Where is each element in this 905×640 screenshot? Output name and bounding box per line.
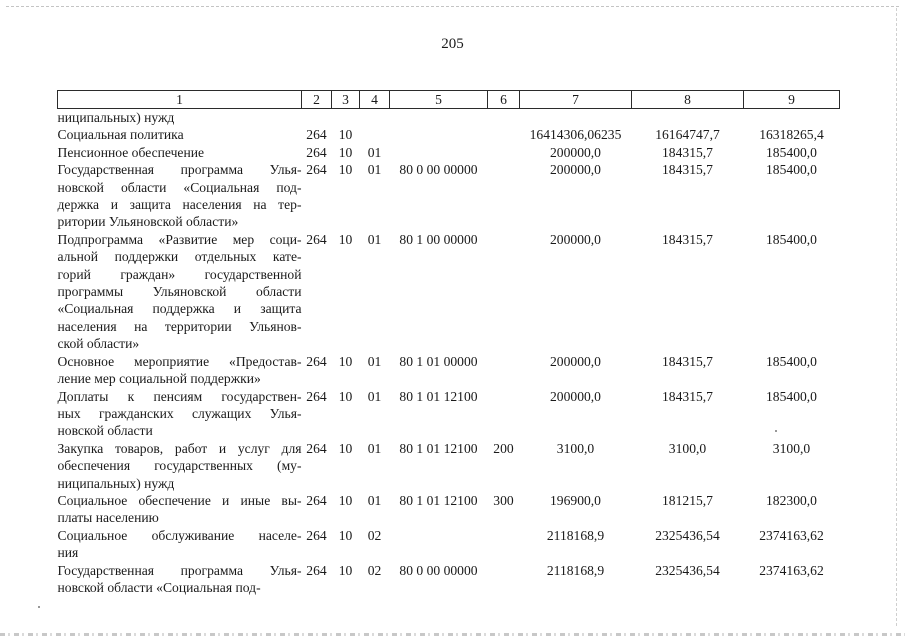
subsection-code-cell bbox=[360, 126, 390, 143]
amount-col9-cell: 2374163,62 bbox=[759, 562, 824, 578]
section-code-cell: 10 bbox=[338, 353, 353, 369]
admin-code-cell: 264 bbox=[306, 231, 327, 247]
amount-col9-cell: 185400,0 bbox=[766, 353, 817, 369]
scan-border-right bbox=[896, 8, 897, 626]
item-name-cell bbox=[58, 527, 302, 562]
table-row bbox=[58, 527, 840, 562]
item-name-cell bbox=[58, 353, 302, 388]
expense-type-cell: 200 bbox=[493, 440, 514, 456]
item-name-line: ниципальных) нужд bbox=[57, 110, 175, 125]
amount-col7-cell: 3100,0 bbox=[556, 440, 595, 456]
subsection-code-cell: 02 bbox=[367, 562, 382, 578]
expense-type-cell bbox=[488, 388, 520, 440]
amount-col8-cell: 2325436,54 bbox=[655, 527, 720, 543]
item-name-line: Основное мероприятие «Предостав- bbox=[57, 353, 302, 369]
expense-type-cell bbox=[488, 144, 520, 161]
amount-col9-cell: 185400,0 bbox=[766, 144, 817, 160]
target-article-cell: 80 0 00 00000 bbox=[399, 162, 478, 178]
table-row bbox=[58, 562, 840, 597]
item-name-line: платы населению bbox=[57, 510, 159, 526]
item-name-cell bbox=[58, 492, 302, 527]
header-cell-7: 7 bbox=[520, 91, 632, 109]
amount-col7-cell: 200000,0 bbox=[550, 144, 601, 160]
table-row bbox=[58, 231, 840, 353]
expense-type-cell bbox=[488, 161, 520, 231]
amount-col8-cell: 16164747,7 bbox=[655, 127, 720, 143]
page-number: 205 bbox=[441, 36, 464, 52]
amount-col7-cell: 2118168,9 bbox=[546, 562, 605, 578]
item-name-cell bbox=[58, 562, 302, 597]
subsection-code-cell: 01 bbox=[367, 388, 382, 404]
table-row bbox=[58, 144, 840, 161]
admin-code-cell: 264 bbox=[306, 492, 327, 508]
target-article-cell bbox=[390, 144, 488, 161]
item-name-cell bbox=[58, 144, 302, 161]
amount-col8-cell: 184315,7 bbox=[662, 162, 713, 178]
target-article-cell bbox=[390, 109, 488, 127]
admin-code-cell bbox=[302, 109, 332, 127]
amount-col7-cell: 200000,0 bbox=[550, 231, 601, 247]
amount-col7-cell: 200000,0 bbox=[550, 353, 601, 369]
header-cell-3: 3 bbox=[332, 91, 360, 109]
item-name-line: новской области «Социальная под- bbox=[57, 579, 261, 595]
section-code-cell: 10 bbox=[338, 144, 353, 160]
header-cell-2: 2 bbox=[302, 91, 332, 109]
amount-col8-cell: 184315,7 bbox=[662, 231, 713, 247]
section-code-cell bbox=[332, 109, 360, 127]
item-name-line: Государственная программа Улья- bbox=[57, 162, 302, 178]
header-cell-9: 9 bbox=[744, 91, 840, 109]
header-cell-8: 8 bbox=[632, 91, 744, 109]
item-name-line: Социальная политика bbox=[57, 127, 184, 143]
item-name-cell bbox=[58, 161, 302, 231]
item-name-line: программы Ульяновской области bbox=[57, 284, 302, 300]
target-article-cell: 80 0 00 00000 bbox=[399, 562, 478, 578]
table-row bbox=[58, 492, 840, 527]
amount-col8-cell bbox=[632, 109, 744, 127]
amount-col8-cell: 181215,7 bbox=[662, 492, 713, 508]
amount-col9-cell: 185400,0 bbox=[766, 231, 817, 247]
item-name-line: «Социальная поддержка и защита bbox=[57, 301, 302, 317]
target-article-cell bbox=[390, 126, 488, 143]
expense-type-cell bbox=[488, 353, 520, 388]
subsection-code-cell: 01 bbox=[367, 231, 382, 247]
admin-code-cell: 264 bbox=[306, 440, 327, 456]
section-code-cell: 10 bbox=[338, 231, 353, 247]
item-name-line: Доплаты к пенсиям государствен- bbox=[57, 388, 302, 404]
item-name-cell bbox=[58, 231, 302, 353]
amount-col9-cell: 182300,0 bbox=[766, 492, 817, 508]
item-name-line: населения на территории Ульянов- bbox=[57, 318, 302, 334]
item-name-line: ской области» bbox=[57, 336, 140, 352]
admin-code-cell: 264 bbox=[306, 144, 327, 160]
admin-code-cell: 264 bbox=[306, 562, 327, 578]
header-cell-1: 1 bbox=[58, 91, 302, 109]
section-code-cell: 10 bbox=[338, 562, 353, 578]
amount-col9-cell bbox=[744, 109, 840, 127]
item-name-line: Закупка товаров, работ и услуг для bbox=[57, 440, 302, 456]
item-name-line: Социальное обслуживание населе- bbox=[57, 527, 302, 543]
item-name-line: ния bbox=[57, 545, 79, 561]
admin-code-cell: 264 bbox=[306, 527, 327, 543]
section-code-cell: 10 bbox=[338, 388, 353, 404]
admin-code-cell: 264 bbox=[306, 353, 327, 369]
scan-noise-bottom bbox=[0, 633, 905, 636]
subsection-code-cell: 01 bbox=[367, 492, 382, 508]
target-article-cell: 80 1 01 12100 bbox=[399, 388, 478, 404]
amount-col9-cell: 16318265,4 bbox=[759, 127, 824, 143]
expense-type-cell bbox=[488, 527, 520, 562]
amount-col7-cell: 16414306,06235 bbox=[529, 127, 622, 143]
section-code-cell: 10 bbox=[338, 440, 353, 456]
amount-col8-cell: 2325436,54 bbox=[655, 562, 720, 578]
item-name-line: Подпрограмма «Развитие мер соци- bbox=[57, 231, 302, 247]
item-name-line: ритории Ульяновской области» bbox=[57, 214, 239, 230]
amount-col8-cell: 3100,0 bbox=[668, 440, 707, 456]
amount-col7-cell: 200000,0 bbox=[550, 162, 601, 178]
section-code-cell: 10 bbox=[338, 127, 353, 143]
expense-type-cell bbox=[488, 126, 520, 143]
scan-border-top bbox=[6, 6, 899, 7]
scan-speck bbox=[38, 606, 40, 608]
budget-table bbox=[57, 90, 840, 596]
section-code-cell: 10 bbox=[338, 162, 353, 178]
expense-type-cell bbox=[488, 562, 520, 597]
subsection-code-cell: 02 bbox=[367, 527, 382, 543]
amount-col7-cell: 196900,0 bbox=[550, 492, 601, 508]
section-code-cell: 10 bbox=[338, 527, 353, 543]
amount-col9-cell: 2374163,62 bbox=[759, 527, 824, 543]
target-article-cell: 80 1 01 12100 bbox=[399, 492, 478, 508]
target-article-cell bbox=[390, 527, 488, 562]
header-cell-6: 6 bbox=[488, 91, 520, 109]
item-name-line: новской области «Социальная под- bbox=[57, 179, 302, 195]
admin-code-cell: 264 bbox=[306, 388, 327, 404]
section-code-cell: 10 bbox=[338, 492, 353, 508]
item-name-line: Государственная программа Улья- bbox=[57, 562, 302, 578]
header-cell-5: 5 bbox=[390, 91, 488, 109]
subsection-code-cell bbox=[360, 109, 390, 127]
item-name-line: держка и защита населения на тер- bbox=[57, 197, 302, 213]
expense-type-cell: 300 bbox=[493, 492, 514, 508]
item-name-cell bbox=[58, 388, 302, 440]
table-header-row bbox=[58, 91, 840, 109]
item-name-cell bbox=[58, 126, 302, 143]
item-name-line: горий граждан» государственной bbox=[57, 266, 302, 282]
target-article-cell: 80 1 00 00000 bbox=[399, 231, 478, 247]
subsection-code-cell: 01 bbox=[367, 144, 382, 160]
table-row bbox=[58, 126, 840, 143]
amount-col8-cell: 184315,7 bbox=[662, 388, 713, 404]
amount-col9-cell: 185400,0 bbox=[766, 162, 817, 178]
amount-col7-cell: 200000,0 bbox=[550, 388, 601, 404]
item-name-line: ных гражданских служащих Улья- bbox=[57, 405, 302, 421]
table-row bbox=[58, 161, 840, 231]
item-name-cell bbox=[58, 440, 302, 492]
item-name-line: ниципальных) нужд bbox=[57, 475, 175, 491]
admin-code-cell: 264 bbox=[306, 162, 327, 178]
amount-col9-cell: 3100,0 bbox=[772, 440, 811, 456]
subsection-code-cell: 01 bbox=[367, 353, 382, 369]
item-name-cell bbox=[58, 109, 302, 127]
subsection-code-cell: 01 bbox=[367, 162, 382, 178]
amount-col7-cell: 2118168,9 bbox=[546, 527, 605, 543]
expense-type-cell bbox=[488, 231, 520, 353]
table-row bbox=[58, 109, 840, 127]
item-name-line: Пенсионное обеспечение bbox=[57, 144, 205, 160]
header-cell-4: 4 bbox=[360, 91, 390, 109]
amount-col8-cell: 184315,7 bbox=[662, 353, 713, 369]
amount-col8-cell: 184315,7 bbox=[662, 144, 713, 160]
item-name-line: альной поддержки отдельных кате- bbox=[57, 249, 302, 265]
target-article-cell: 80 1 01 12100 bbox=[399, 440, 478, 456]
table-row bbox=[58, 440, 840, 492]
table-row bbox=[58, 388, 840, 440]
admin-code-cell: 264 bbox=[306, 127, 327, 143]
table-body bbox=[58, 109, 840, 597]
item-name-line: обеспечения государственных (му- bbox=[57, 458, 302, 474]
amount-col7-cell bbox=[520, 109, 632, 127]
item-name-line: ление мер социальной поддержки» bbox=[57, 371, 261, 387]
expense-type-cell bbox=[488, 109, 520, 127]
item-name-line: новской области bbox=[57, 423, 153, 439]
table-row bbox=[58, 353, 840, 388]
amount-col9-cell: 185400,0 bbox=[766, 388, 817, 404]
subsection-code-cell: 01 bbox=[367, 440, 382, 456]
item-name-line: Социальное обеспечение и иные вы- bbox=[57, 492, 302, 508]
target-article-cell: 80 1 01 00000 bbox=[399, 353, 478, 369]
